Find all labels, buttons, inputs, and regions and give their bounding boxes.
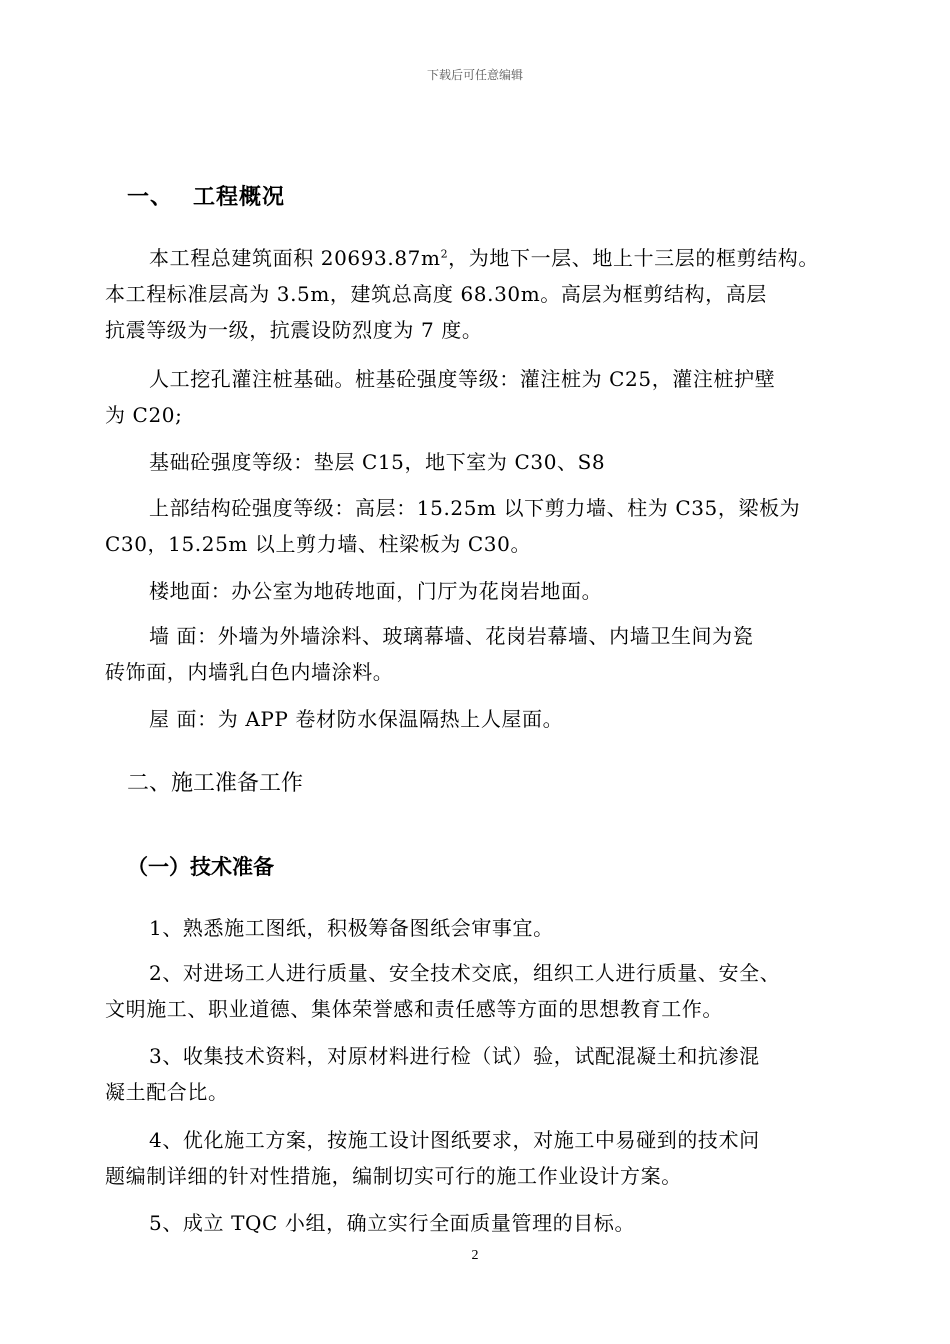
section-1-number: 一、 [127, 185, 174, 210]
text-line: 基础砼强度等级：垫层 C15，地下室为 C30、S8 [149, 450, 606, 474]
text-line: 抗震等级为一级，抗震设防烈度为 7 度。 [105, 318, 483, 342]
text-line: 墙 面：外墙为外墙涂料、玻璃幕墙、花岗岩幕墙、内墙卫生间为瓷 [149, 624, 754, 648]
section-2-heading: 二、施工准备工作 [127, 771, 304, 796]
paragraph-foundation [105, 361, 839, 433]
paragraph-wall [105, 618, 839, 690]
section-1-title: 工程概况 [193, 185, 286, 210]
text-line: 3、收集技术资料，对原材料进行检（试）验，试配混凝土和抗渗混 [149, 1044, 760, 1068]
text-line: 凝土配合比。 [105, 1080, 229, 1104]
page-header: 下载后可任意编辑 [426, 68, 523, 82]
list-item [105, 1122, 839, 1194]
text-line: 楼地面：办公室为地砖地面，门厅为花岗岩地面。 [149, 579, 603, 603]
list-item [127, 910, 839, 946]
text-line: 人工挖孔灌注桩基础。桩基砼强度等级：灌注桩为 C25，灌注桩护壁 [149, 367, 776, 391]
text-line: 屋 面：为 APP 卷材防水保温隔热上人屋面。 [149, 707, 564, 731]
text-line: 1、熟悉施工图纸，积极筹备图纸会审事宜。 [149, 916, 554, 940]
subsection-heading: （一）技术准备 [127, 855, 274, 879]
paragraph-base-concrete [127, 444, 839, 480]
text-line: 文明施工、职业道德、集体荣誉感和责任感等方面的思想教育工作。 [105, 997, 723, 1021]
text-line: 2、对进场工人进行质量、安全技术交底，组织工人进行质量、安全、 [149, 961, 781, 985]
text-line: 题编制详细的针对性措施，编制切实可行的施工作业设计方案。 [105, 1164, 682, 1188]
text-line: 砖饰面，内墙乳白色内墙涂料。 [105, 660, 394, 684]
paragraph-area [105, 240, 839, 348]
paragraph-superstructure [105, 490, 839, 562]
text-line: 4、优化施工方案，按施工设计图纸要求，对施工中易碰到的技术问 [149, 1128, 760, 1152]
text-line: 本工程标准层高为 3.5m，建筑总高度 68.30m。高层为框剪结构，高层 [105, 282, 767, 306]
page-number: 2 [471, 1248, 479, 1263]
list-item [105, 1038, 839, 1110]
text-line: 上部结构砼强度等级：高层：15.25m 以下剪力墙、柱为 C35，梁板为 [149, 496, 801, 520]
section-1-heading [127, 180, 285, 211]
paragraph-roof [127, 701, 839, 737]
list-item [127, 1205, 839, 1241]
text-line: 为 C20; [105, 403, 183, 427]
paragraph-floor [127, 573, 839, 609]
text-line: 5、成立 TQC 小组，确立实行全面质量管理的目标。 [149, 1211, 636, 1235]
list-item [105, 955, 839, 1027]
text-line: 本工程总建筑面积 $20693.87m^2$，为地下一层、地上十三层的框剪结构。 [149, 246, 819, 270]
text-line: C30，15.25m 以上剪力墙、柱梁板为 C30。 [105, 532, 532, 556]
